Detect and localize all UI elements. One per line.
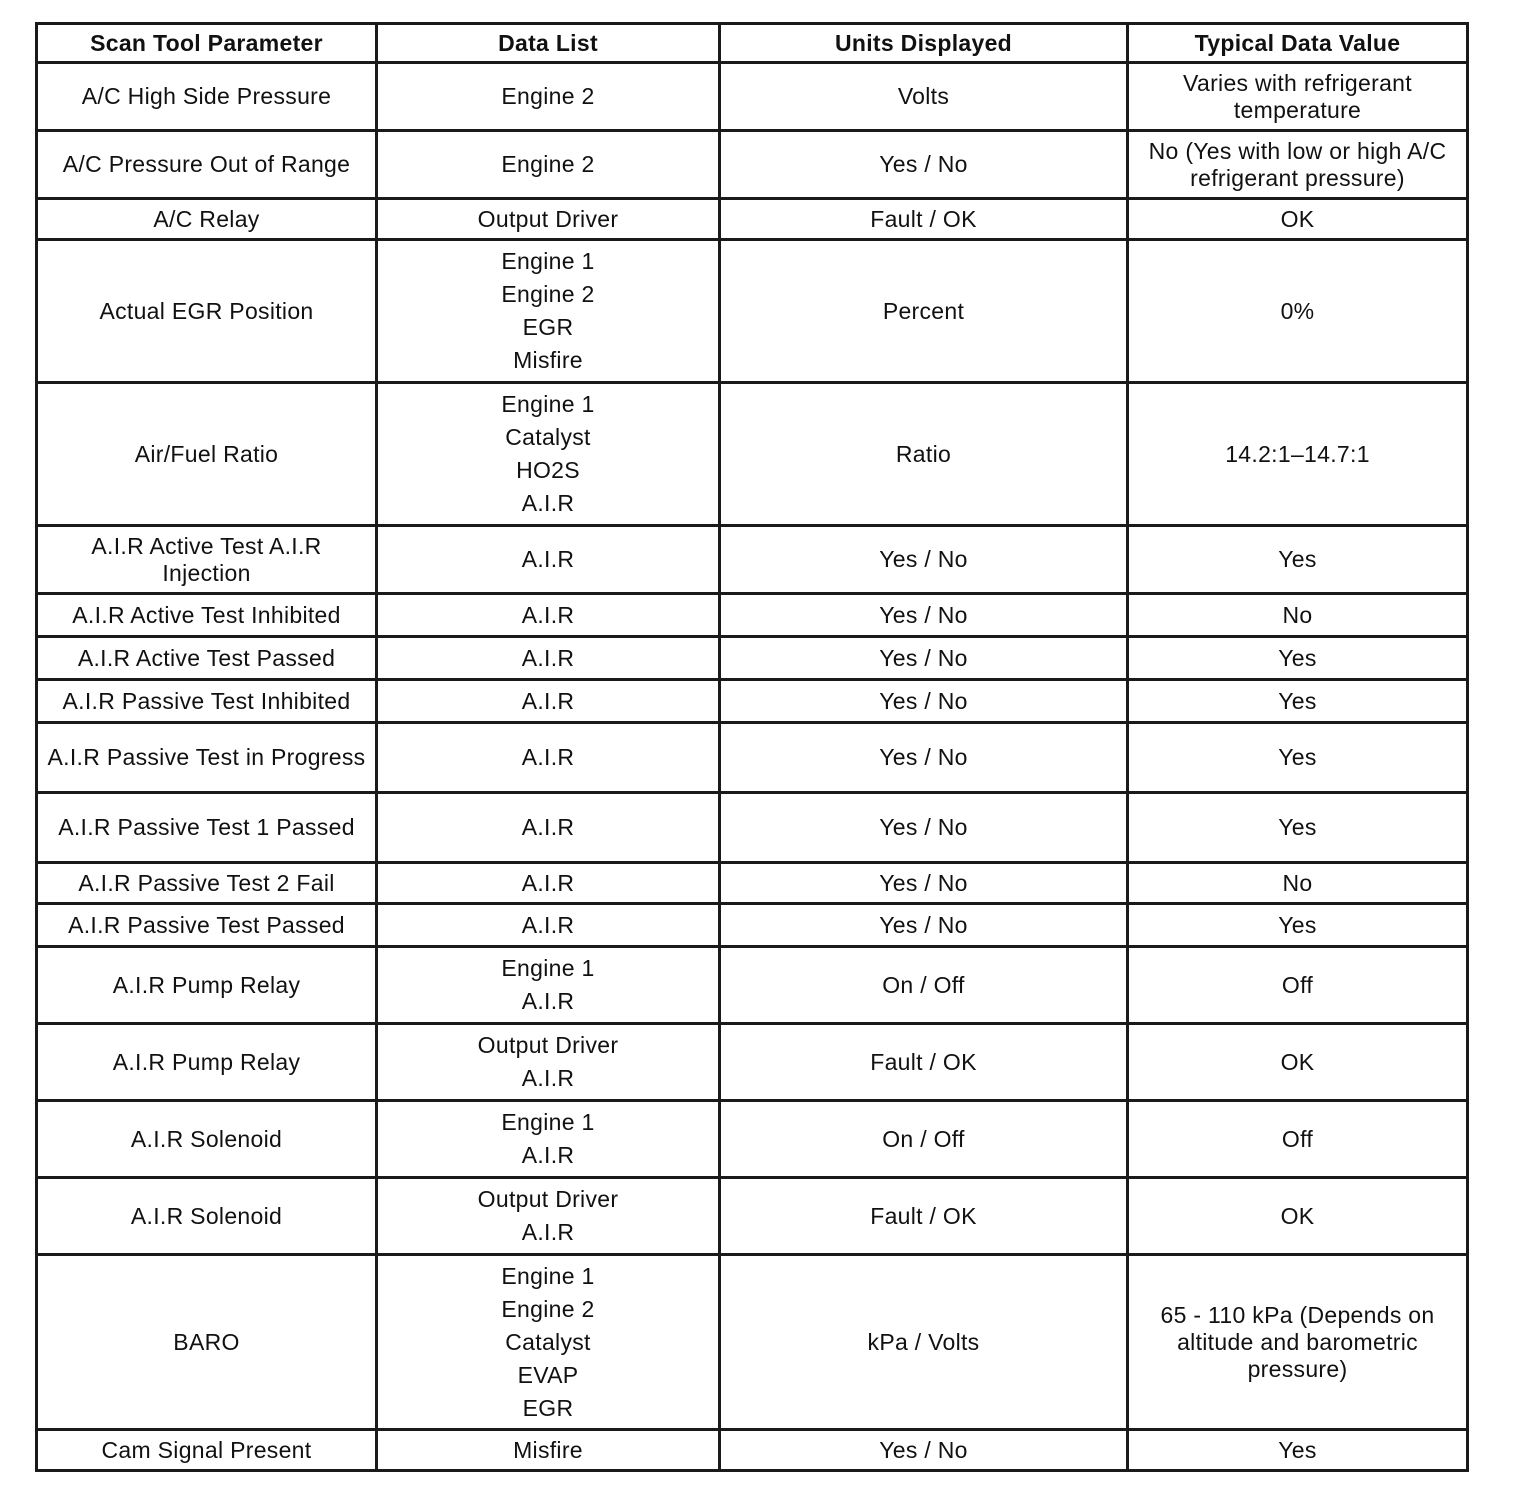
data-list-cell bbox=[377, 526, 720, 594]
data-list-item: A.I.R bbox=[521, 744, 575, 770]
data-list-item: Catalyst bbox=[505, 1328, 591, 1355]
units-cell: Fault / OK bbox=[720, 199, 1128, 240]
units-cell: Fault / OK bbox=[720, 1178, 1128, 1255]
data-list-cell bbox=[377, 1430, 720, 1471]
data-list-cell bbox=[377, 63, 720, 131]
parameter-cell: A.I.R Solenoid bbox=[37, 1101, 377, 1178]
units-cell: kPa / Volts bbox=[720, 1255, 1128, 1430]
data-list-cell bbox=[377, 383, 720, 526]
parameter-cell: A.I.R Solenoid bbox=[37, 1178, 377, 1255]
units-cell: Yes / No bbox=[720, 793, 1128, 863]
parameter-cell: Actual EGR Position bbox=[37, 240, 377, 383]
typical-value-cell: Off bbox=[1128, 1101, 1468, 1178]
units-cell: Fault / OK bbox=[720, 1024, 1128, 1101]
parameter-cell: A/C Relay bbox=[37, 199, 377, 240]
data-list-cell bbox=[377, 1101, 720, 1178]
data-list-cell bbox=[377, 1178, 720, 1255]
scan-tool-parameter-table bbox=[35, 22, 1469, 1472]
typical-value-cell: Yes bbox=[1128, 1430, 1468, 1471]
units-cell: Yes / No bbox=[720, 131, 1128, 199]
data-list-item: Engine 1 bbox=[501, 1262, 595, 1289]
data-list-cell bbox=[377, 723, 720, 793]
data-list-item: A.I.R bbox=[521, 687, 575, 714]
data-list-item: A.I.R bbox=[521, 869, 575, 896]
table-row bbox=[37, 793, 1468, 863]
data-list-cell bbox=[377, 863, 720, 904]
data-list-item: Engine 1 bbox=[501, 955, 595, 981]
typical-value-cell: No bbox=[1128, 594, 1468, 637]
parameter-cell: Cam Signal Present bbox=[37, 1430, 377, 1471]
data-list-item: A.I.R bbox=[521, 814, 575, 840]
data-list-item: HO2S bbox=[516, 457, 580, 483]
data-list-item: A.I.R bbox=[521, 601, 575, 628]
header-data-list: Data List bbox=[377, 24, 720, 63]
data-list-item: Engine 1 bbox=[501, 391, 595, 417]
header-typical-data-value: Typical Data Value bbox=[1128, 24, 1468, 63]
typical-value-cell: Yes bbox=[1128, 526, 1468, 594]
typical-value-cell: Yes bbox=[1128, 723, 1468, 793]
header-scan-tool-parameter: Scan Tool Parameter bbox=[37, 24, 377, 63]
data-list-item: A.I.R bbox=[521, 1065, 575, 1091]
units-cell: Yes / No bbox=[720, 594, 1128, 637]
units-cell: Yes / No bbox=[720, 904, 1128, 947]
typical-value-cell: Yes bbox=[1128, 793, 1468, 863]
table-row bbox=[37, 680, 1468, 723]
parameter-cell: A.I.R Passive Test in Progress bbox=[37, 723, 377, 793]
table-body bbox=[37, 63, 1468, 1471]
parameter-cell: A/C High Side Pressure bbox=[37, 63, 377, 131]
parameter-cell: A.I.R Passive Test 1 Passed bbox=[37, 793, 377, 863]
typical-value-cell: Yes bbox=[1128, 904, 1468, 947]
units-cell: Yes / No bbox=[720, 1430, 1128, 1471]
table-row bbox=[37, 383, 1468, 526]
typical-value-cell: 65 - 110 kPa (Depends on altitude and barometric pressure) bbox=[1128, 1255, 1468, 1430]
data-list-item: A.I.R bbox=[521, 546, 575, 572]
units-cell: Yes / No bbox=[720, 680, 1128, 723]
table-row bbox=[37, 904, 1468, 947]
data-list-item: EGR bbox=[522, 314, 574, 340]
table-row bbox=[37, 863, 1468, 904]
typical-value-cell: OK bbox=[1128, 1024, 1468, 1101]
parameter-cell: A.I.R Active Test Inhibited bbox=[37, 594, 377, 637]
data-list-cell bbox=[377, 947, 720, 1024]
units-cell: Yes / No bbox=[720, 526, 1128, 594]
data-list-cell bbox=[377, 904, 720, 947]
parameter-cell: A.I.R Passive Test Inhibited bbox=[37, 680, 377, 723]
data-list-cell bbox=[377, 594, 720, 637]
data-list-cell bbox=[377, 1255, 720, 1430]
table-row bbox=[37, 594, 1468, 637]
typical-value-cell: OK bbox=[1128, 1178, 1468, 1255]
typical-value-cell: No (Yes with low or high A/C refrigerant pressure) bbox=[1128, 131, 1468, 199]
parameter-cell: A/C Pressure Out of Range bbox=[37, 131, 377, 199]
data-list-item: A.I.R bbox=[521, 988, 575, 1014]
header-units-displayed: Units Displayed bbox=[720, 24, 1128, 63]
table-row bbox=[37, 240, 1468, 383]
data-list-item: Engine 2 bbox=[501, 281, 595, 307]
units-cell: Volts bbox=[720, 63, 1128, 131]
data-list-item: Output Driver bbox=[477, 1032, 619, 1058]
parameter-cell: A.I.R Pump Relay bbox=[37, 1024, 377, 1101]
data-list-cell bbox=[377, 1024, 720, 1101]
data-list-cell bbox=[377, 240, 720, 383]
data-list-item: Misfire bbox=[513, 347, 583, 373]
typical-value-cell: Yes bbox=[1128, 680, 1468, 723]
data-list-item: A.I.R bbox=[521, 911, 575, 938]
units-cell: Yes / No bbox=[720, 723, 1128, 793]
parameter-cell: A.I.R Active Test Passed bbox=[37, 637, 377, 680]
parameter-cell: A.I.R Active Test A.I.R Injection bbox=[37, 526, 377, 594]
typical-value-cell: 14.2:1–14.7:1 bbox=[1128, 383, 1468, 526]
data-list-item: A.I.R bbox=[521, 644, 575, 671]
typical-value-cell: Varies with refrigerant temperature bbox=[1128, 63, 1468, 131]
data-list-item: EGR bbox=[522, 1394, 574, 1421]
units-cell: Yes / No bbox=[720, 637, 1128, 680]
table-row bbox=[37, 131, 1468, 199]
table-row bbox=[37, 199, 1468, 240]
units-cell: On / Off bbox=[720, 1101, 1128, 1178]
data-list-item: Misfire bbox=[513, 1436, 583, 1463]
units-cell: Percent bbox=[720, 240, 1128, 383]
table-row bbox=[37, 637, 1468, 680]
units-cell: On / Off bbox=[720, 947, 1128, 1024]
parameter-cell: A.I.R Passive Test Passed bbox=[37, 904, 377, 947]
data-list-cell bbox=[377, 680, 720, 723]
data-list-item: Output Driver bbox=[477, 205, 619, 232]
header-row bbox=[37, 24, 1468, 63]
typical-value-cell: OK bbox=[1128, 199, 1468, 240]
data-list-item: A.I.R bbox=[521, 1142, 575, 1168]
parameter-cell: Air/Fuel Ratio bbox=[37, 383, 377, 526]
units-cell: Ratio bbox=[720, 383, 1128, 526]
parameter-cell: A.I.R Passive Test 2 Fail bbox=[37, 863, 377, 904]
typical-value-cell: Off bbox=[1128, 947, 1468, 1024]
data-list-item: Engine 2 bbox=[501, 151, 595, 177]
data-list-item: Catalyst bbox=[505, 424, 591, 450]
table-row bbox=[37, 1024, 1468, 1101]
data-list-item: Engine 2 bbox=[501, 1295, 595, 1322]
table-row bbox=[37, 63, 1468, 131]
data-list-item: Output Driver bbox=[477, 1186, 619, 1212]
units-cell: Yes / No bbox=[720, 863, 1128, 904]
data-list-cell bbox=[377, 131, 720, 199]
data-list-cell bbox=[377, 637, 720, 680]
data-list-cell bbox=[377, 793, 720, 863]
data-list-item: A.I.R bbox=[521, 490, 575, 516]
data-list-item: Engine 2 bbox=[501, 83, 595, 109]
table-row bbox=[37, 1178, 1468, 1255]
data-list-item: A.I.R bbox=[521, 1219, 575, 1245]
data-list-item: Engine 1 bbox=[501, 248, 595, 274]
typical-value-cell: No bbox=[1128, 863, 1468, 904]
table-row bbox=[37, 1255, 1468, 1430]
table-row bbox=[37, 723, 1468, 793]
typical-value-cell: Yes bbox=[1128, 637, 1468, 680]
table-row bbox=[37, 1430, 1468, 1471]
parameter-cell: BARO bbox=[37, 1255, 377, 1430]
data-list-cell bbox=[377, 199, 720, 240]
parameter-cell: A.I.R Pump Relay bbox=[37, 947, 377, 1024]
table-row bbox=[37, 947, 1468, 1024]
data-list-item: Engine 1 bbox=[501, 1109, 595, 1135]
typical-value-cell: 0% bbox=[1128, 240, 1468, 383]
table-row bbox=[37, 526, 1468, 594]
table-row bbox=[37, 1101, 1468, 1178]
data-list-item: EVAP bbox=[517, 1361, 579, 1388]
